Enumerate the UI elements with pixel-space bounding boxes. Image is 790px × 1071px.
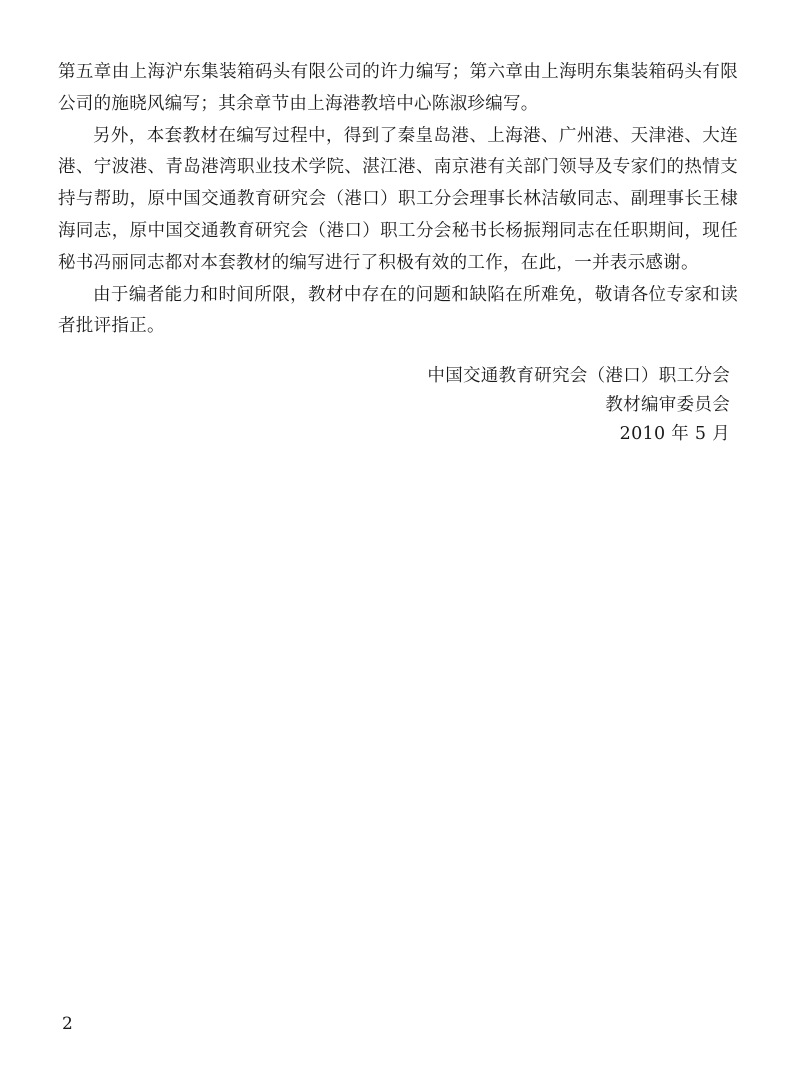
paragraph-feedback-request: 由于编者能力和时间所限，教材中存在的问题和缺陷在所难免，敬请各位专家和读者批评指正。 bbox=[58, 284, 738, 337]
signature-block bbox=[330, 362, 730, 449]
body-text bbox=[58, 57, 738, 343]
page-number: 2 bbox=[62, 1014, 73, 1034]
signature-organization: 中国交通教育研究会（港口）职工分会 bbox=[427, 366, 730, 386]
signature-date: 2010 年 5 月 bbox=[619, 424, 730, 444]
signature-committee: 教材编审委员会 bbox=[605, 395, 730, 415]
paragraph-acknowledgements: 另外，本套教材在编写过程中，得到了秦皇岛港、上海港、广州港、天津港、大连港、宁波港、青岛港湾职业技术学院、湛江港、南京港有关部门领导及专家们的热情支持与帮助，原中国交通教育研究会（港口）职工分会理事长林洁敏同志、副理事长王棣海同志，原中国交通教育研究会（港口）职工分会秘书长杨振翔同志在任职期间，现任秘书冯丽同志都对本套教材的编写进行了积极有效的工作，在此，一并表示感谢。 bbox=[58, 125, 738, 273]
paragraph-chapter-authors: 第五章由上海沪东集装箱码头有限公司的许力编写；第六章由上海明东集装箱码头有限公司的施晓风编写；其余章节由上海港教培中心陈淑珍编写。 bbox=[58, 62, 738, 114]
